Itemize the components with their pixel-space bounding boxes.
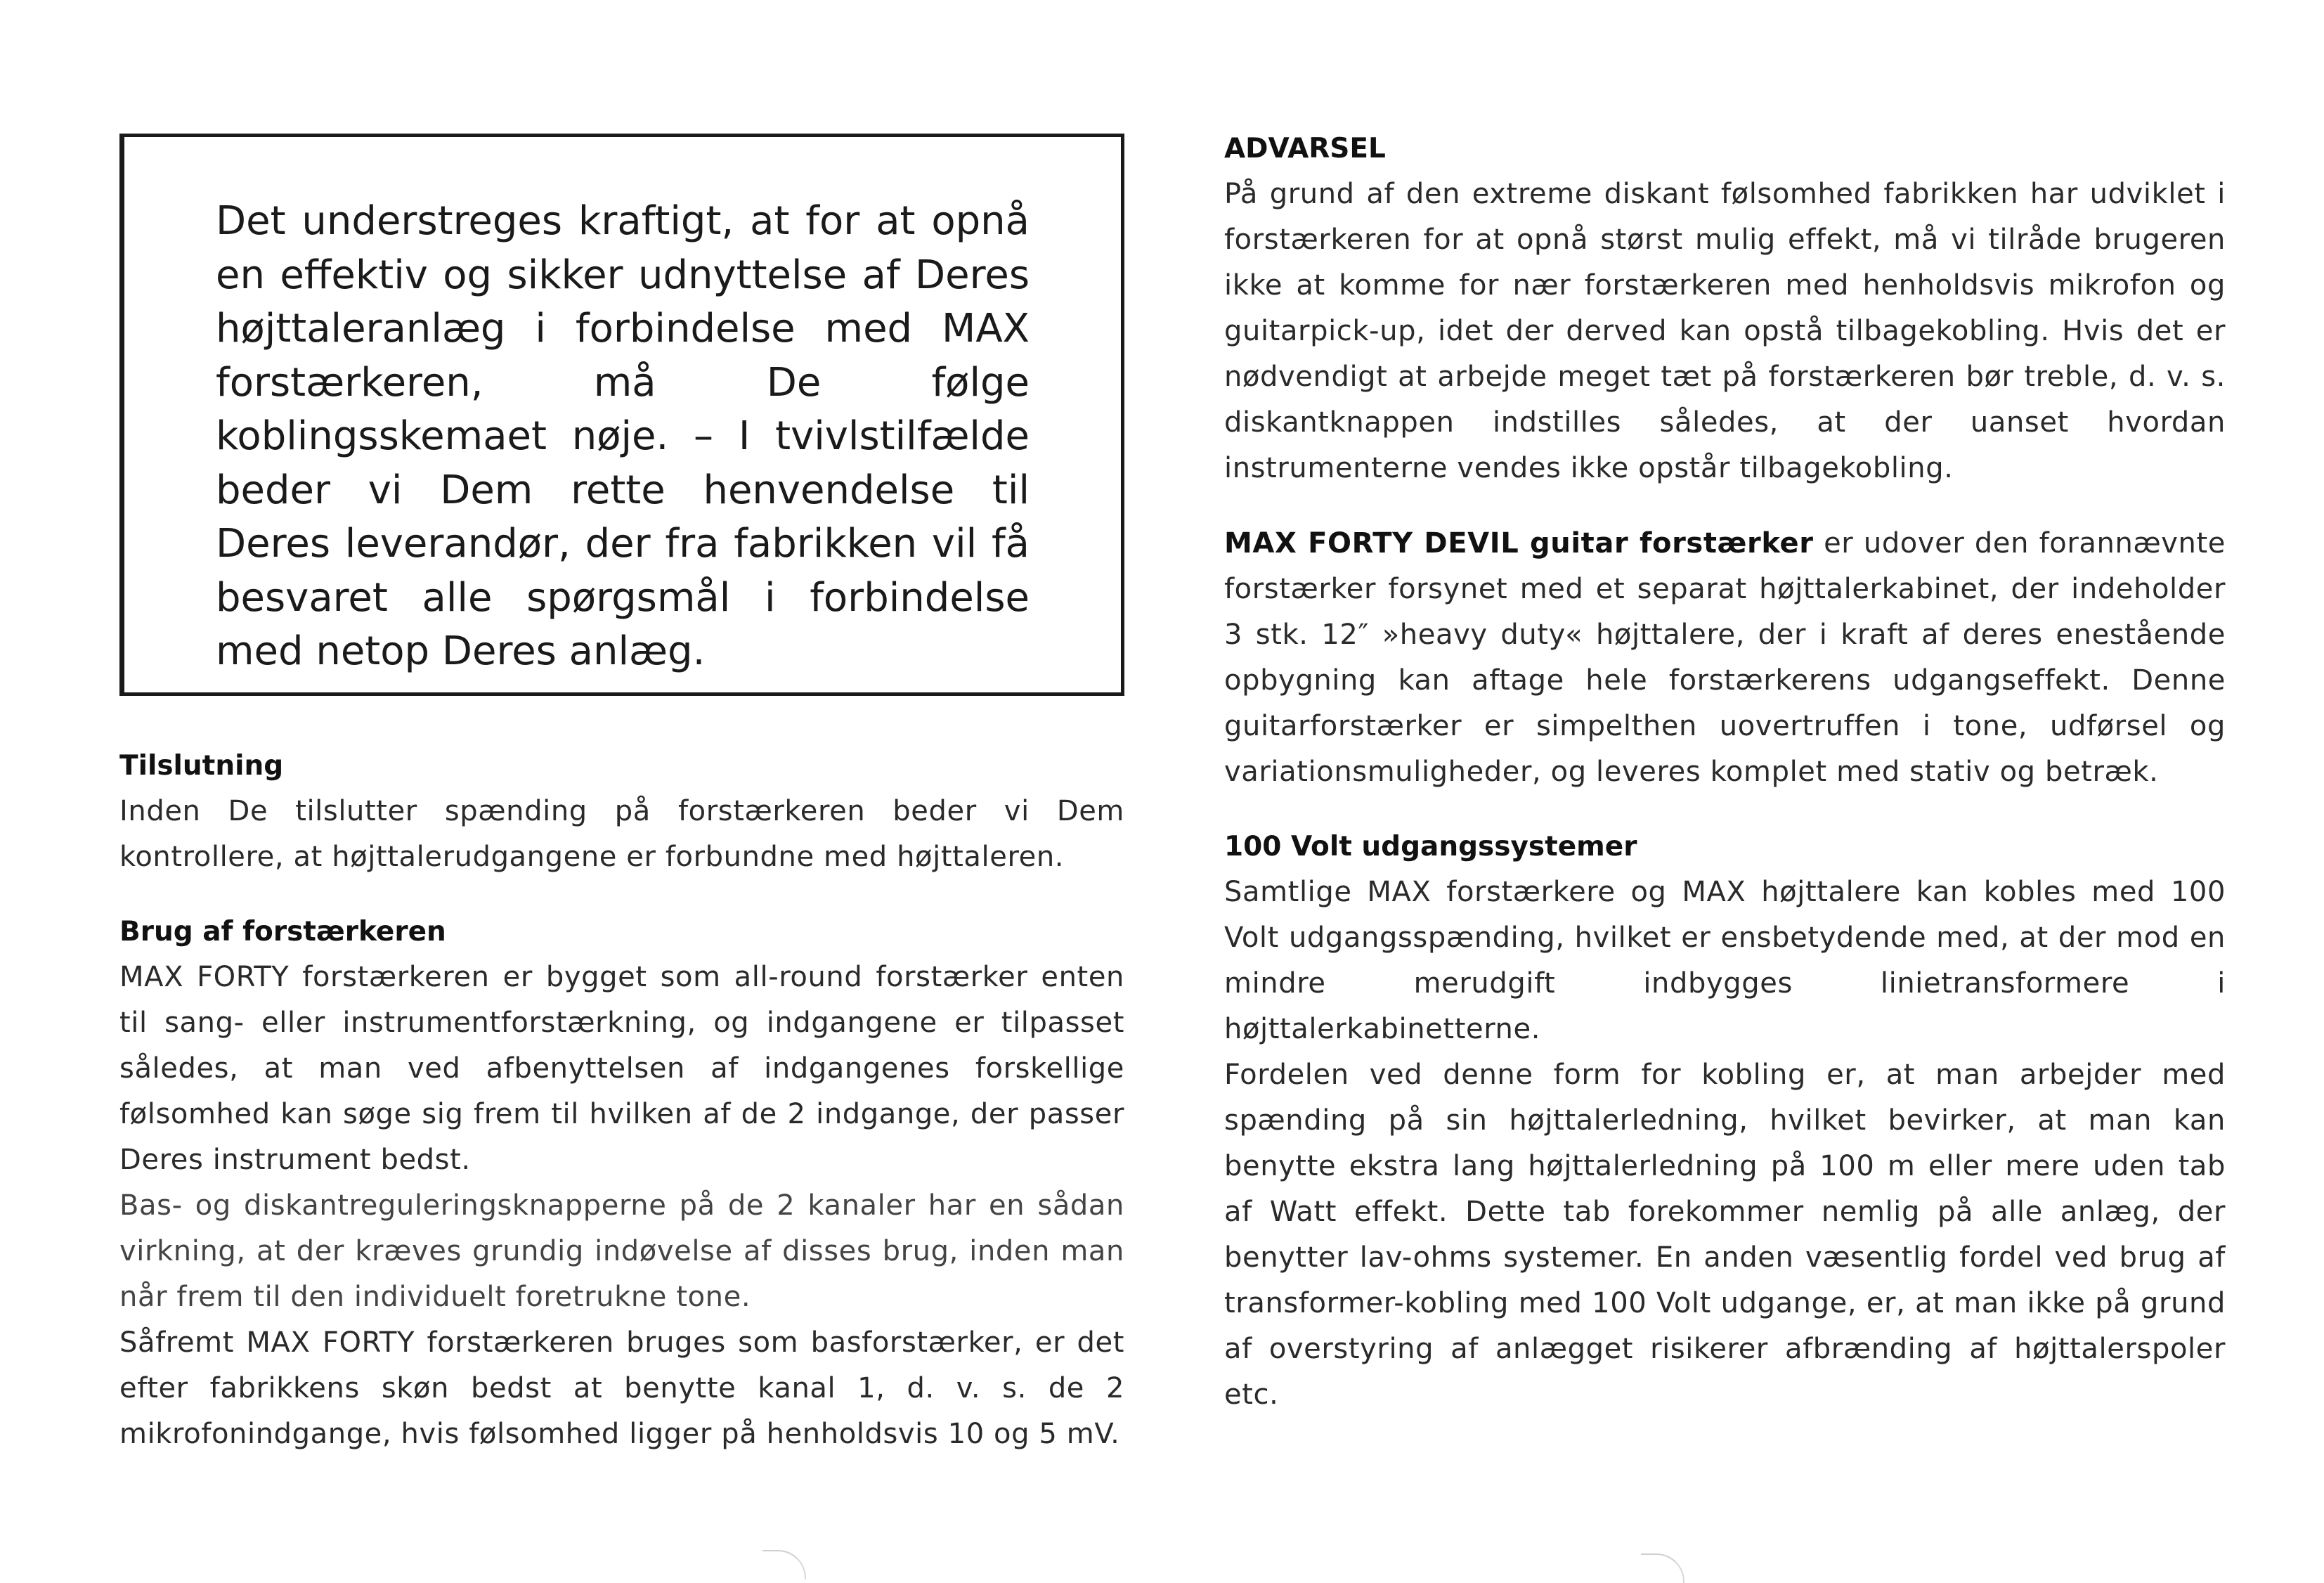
paragraph-tilslutning: Inden De tilslutter spænding på forstærkeren beder vi Dem kontrollere, at højttalerudgangene er forbundne med højttaleren.: [119, 795, 1124, 873]
section-brug: [119, 910, 1124, 1457]
notice-box: [119, 134, 1124, 696]
devil-body: er udover den forannævnte forstærker forsynet med et separat højttalerkabinet, der indeholder 3 stk. 12″ »heavy duty« højttalere, der i kraft af deres enestående opbygning kan aftage hele forstærkerens udgangseffekt. Denne guitarforstærker er simpelthen uovertruffen i tone, udførsel og variationsmuligheder, og leveres komplet med stativ og betræk.: [1224, 527, 2226, 788]
section-volt: [1224, 825, 2226, 1418]
paragraph-brug-2: Bas- og diskantreguleringsknapperne på de 2 kanaler har en sådan virkning, at der kræves grundig indøvelse af disses brug, inden man når frem til den individuelt foretrukne tone.: [119, 1189, 1124, 1313]
paragraph-volt-1: Samtlige MAX forstærkere og MAX højttalere kan kobles med 100 Volt udgangsspænding, hvilket er ensbetydende med, at der mod en mindre merudgift indbygges linietransformere i højttalerkabinetterne.: [1224, 876, 2226, 1045]
heading-advarsel: ADVARSEL: [1224, 133, 1386, 164]
heading-brug: Brug af forstærkeren: [119, 916, 446, 948]
paragraph-advarsel: På grund af den extreme diskant følsomhed fabrikken har udviklet i forstærkeren for at opnå størst mulig effekt, må vi tilråde brugeren ikke at komme for nær forstærkeren med henholdsvis mikrofon og guitarpick-up, idet der derved kan opstå tilbagekobling. Hvis det er nødvendigt at arbejde meget tæt på forstærkeren bør treble, d. v. s. diskantknappen indstilles således, at der uanset hvordan instrumenterne vendes ikke opstår tilbagekobling.: [1224, 178, 2226, 484]
paragraph-volt-2: Fordelen ved denne form for kobling er, at man arbejder med spænding på sin højttalerledning, hvilket bevirker, at man kan benytte ekstra lang højttalerledning på 100 m eller mere uden tab af Watt effekt. Dette tab forekommer nemlig på alle anlæg, der benytter lav-ohms systemer. En anden væsentlig fordel ved brug af transformer-kobling med 100 Volt udgange, er, at man ikke på grund af overstyring af anlægget risikerer afbrænding af højttalerspoler etc.: [1224, 1059, 2226, 1411]
paragraph-devil: [1224, 521, 2226, 795]
paragraph-brug-3: Såfremt MAX FORTY forstærkeren bruges som basforstærker, er det efter fabrikkens skøn bedst at benytte kanal 1, d. v. s. de 2 mikrofonindgange, hvis følsomhed ligger på henholdsvis 10 og 5 mV.: [119, 1326, 1124, 1450]
paragraph-brug-1: MAX FORTY forstærkeren er bygget som all-round forstærker enten til sang- eller instrumentforstærkning, og indgangene er tilpasset således, at man ved afbenyttelsen af indgangenes forskellige følsomhed kan søge sig frem til hvilken af de 2 indgange, der passer Deres instrument bedst.: [119, 961, 1124, 1176]
scan-artifact-left: [762, 1550, 806, 1579]
heading-tilslutning: Tilslutning: [119, 750, 284, 782]
left-column: [119, 134, 1124, 1457]
section-devil: [1224, 521, 2226, 795]
heading-volt: 100 Volt udgangssystemer: [1224, 831, 1637, 862]
right-column: [1224, 127, 2226, 1418]
devil-lead: MAX FORTY DEVIL guitar forstærker: [1224, 527, 1814, 560]
scan-artifact-right: [1641, 1553, 1684, 1583]
section-tilslutning: [119, 744, 1124, 880]
notice-text: Det understreges kraftigt, at for at opnå en effektiv og sikker udnyttelse af Deres højttaleranlæg i forbindelse med MAX forstærkeren, må De følge koblingsskemaet nøje. – I tvivlstilfælde beder vi Dem rette henvendelse til Deres leverandør, der fra fabrikken vil få besvaret alle spørgsmål i forbindelse med netop Deres anlæg.: [216, 198, 1030, 674]
section-advarsel: [1224, 127, 2226, 491]
